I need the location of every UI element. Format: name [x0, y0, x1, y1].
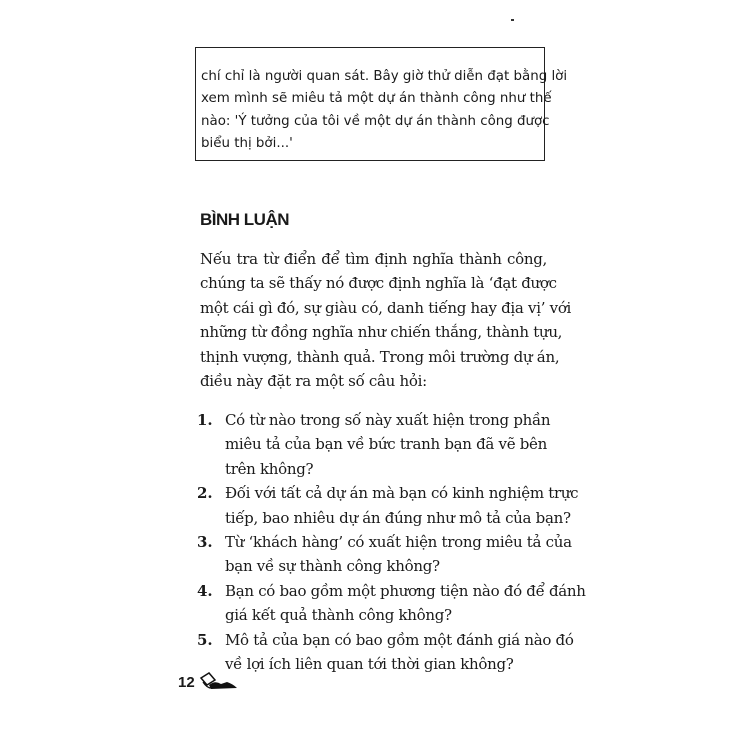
box-line: xem mình sẽ miêu tả một dự án thành công như thế — [201, 91, 552, 107]
list-number: 4. — [197, 581, 213, 600]
box-line: biểu thị bởi...' — [201, 135, 293, 151]
list-line: Từ ‘khách hàng’ có xuất hiện trong miêu tả của — [225, 532, 572, 551]
list-item — [197, 579, 586, 628]
box-line: nào: 'Ý tưởng của tôi về một dự án thành công được — [201, 113, 550, 129]
question-list — [197, 408, 586, 676]
section-heading: BÌNH LUẬN — [200, 210, 289, 229]
list-line: bạn về sự thành công không? — [225, 557, 440, 576]
list-line: Bạn có bao gồm một phương tiện nào đó để đánh — [225, 581, 586, 600]
list-number: 2. — [197, 484, 213, 503]
list-number: 5. — [197, 630, 213, 649]
list-line: Đối với tất cả dự án mà bạn có kinh nghiệm trực — [225, 484, 579, 503]
paragraph-line: Nếu tra từ điển để tìm định nghĩa thành công, — [200, 250, 547, 268]
ink-speck — [511, 19, 514, 21]
list-line: Mô tả của bạn có bao gồm một đánh giá nào đó — [225, 630, 574, 649]
body-paragraph — [200, 247, 572, 393]
paragraph-line: điều này đặt ra một số câu hỏi: — [200, 371, 427, 390]
paragraph-line: thịnh vượng, thành quả. Trong môi trường dự án, — [200, 347, 560, 366]
list-line: Có từ nào trong số này xuất hiện trong phần — [225, 411, 551, 429]
list-line: về lợi ích liên quan tới thời gian không? — [225, 654, 514, 673]
figure-doodle-icon — [197, 670, 243, 696]
paragraph-line: một cái gì đó, sự giàu có, danh tiếng hay địa vị’ với — [200, 298, 572, 317]
list-line: tiếp, bao nhiêu dự án đúng như mô tả của bạn? — [225, 508, 571, 527]
list-item — [197, 408, 551, 481]
list-line: trên không? — [225, 459, 314, 478]
page-number: 12 — [178, 674, 195, 691]
list-item — [197, 530, 572, 579]
box-line: chí chỉ là người quan sát. Bây giờ thử diễn đạt bằng lời — [201, 69, 568, 84]
exercise-box-text — [201, 66, 568, 155]
list-item — [197, 628, 574, 677]
list-number: 3. — [197, 532, 213, 551]
paragraph-line: chúng ta sẽ thấy nó được định nghĩa là ‘đạt được — [200, 274, 557, 293]
list-line: miêu tả của bạn về bức tranh bạn đã vẽ bên — [225, 435, 547, 454]
paragraph-line: những từ đồng nghĩa như chiến thắng, thành tựu, — [200, 323, 563, 342]
list-line: giá kết quả thành công không? — [225, 606, 452, 625]
list-item — [197, 481, 579, 530]
list-number: 1. — [197, 411, 213, 429]
